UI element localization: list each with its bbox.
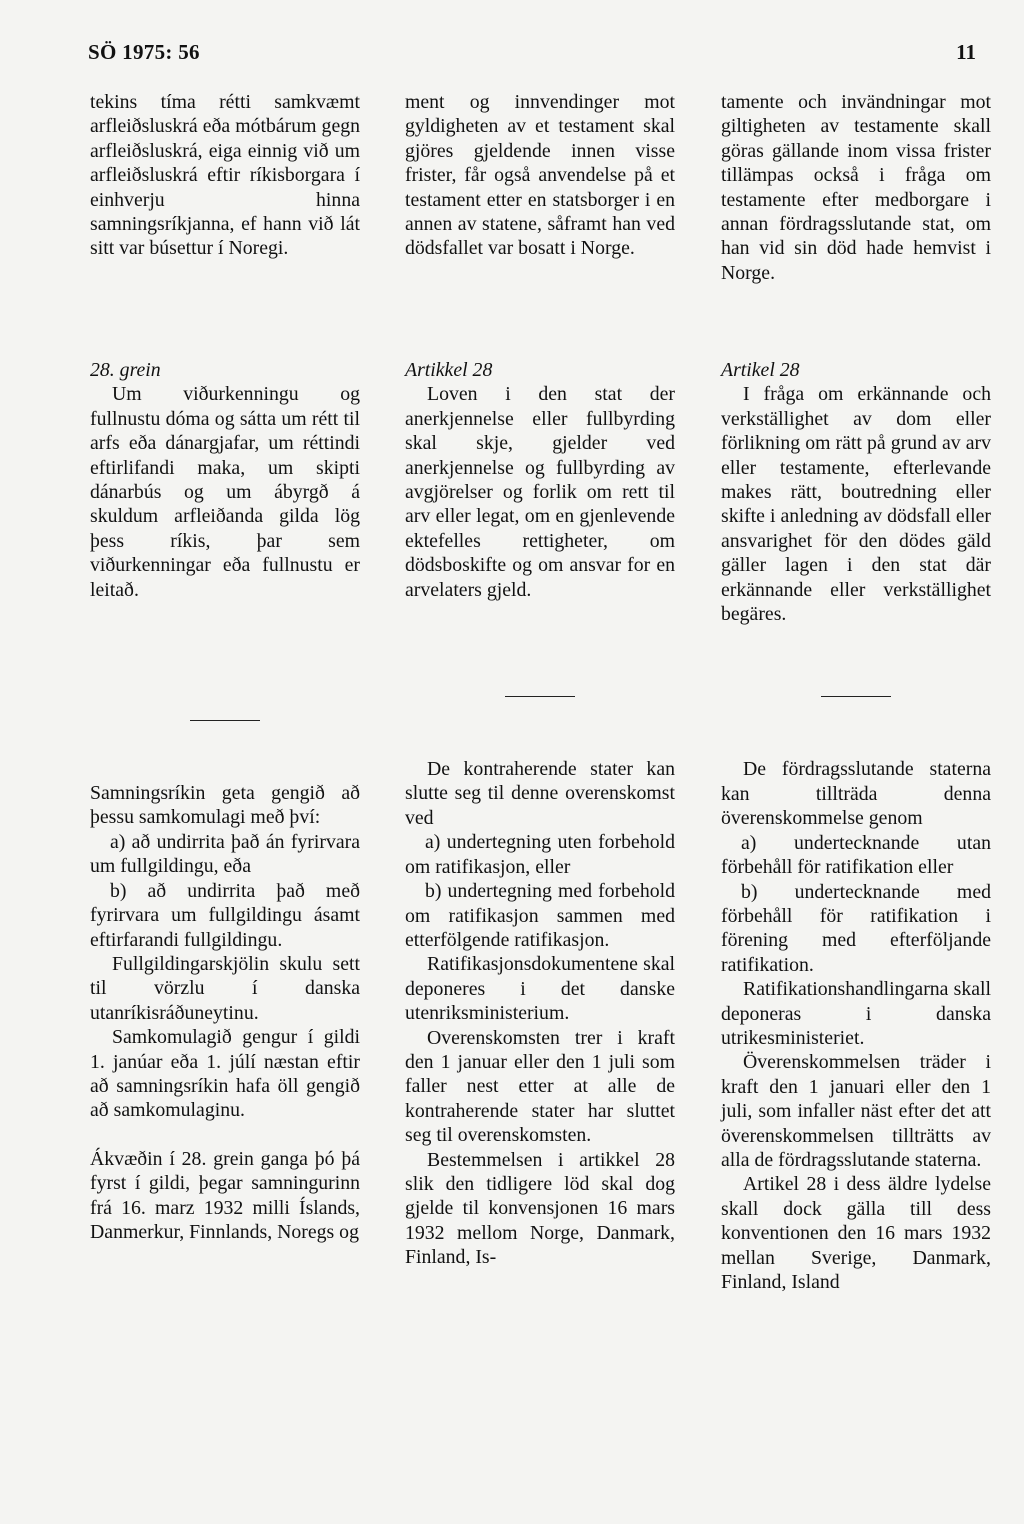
accession-intro: Samningsríkin geta gengið að þessu samkomulagi með því: (90, 782, 360, 829)
option-a: a) að undirrita það án fyrirvara um fullgildingu, eða (90, 830, 360, 878)
column-norwegian (405, 90, 675, 1270)
document-reference: SÖ 1975: 56 (88, 40, 200, 64)
section-divider (190, 720, 260, 721)
transition-paragraph: Artikel 28 i dess äldre lydelse skall dock gälla till dess konventionen den 16 mars 1932 mellan Sverige, Danmark, Finland, Island (721, 1173, 991, 1293)
intro-paragraph: tamente och invändningar mot giltigheten av testamente skall göras gällande inom vissa frister tillämpas också i fråga om testamente efter medborgare i annan fördragsslutande stat, om han vid sin död hade hemvist i Norge. (721, 91, 991, 284)
intro-paragraph: ment og innvendinger mot gyldigheten av et testament skal gjöres gjeldende innen visse frister, får også anvendelse på et testament etter en statsborger i en annen av statene, såframt han ved dödsfallet var bosatt i Norge. (405, 91, 675, 260)
column-icelandic (90, 90, 360, 1244)
article-text: Loven i den stat der anerkjennelse eller fullbyrding skal skje, gjelder ved anerkjennelse og fullbyrding av avgjörelser og forlik om rett til arv eller legat, om en gjenlevende ektefelles rettigheter, om dödsboskifte og om ansvar for en arvelaters gjeld. (405, 383, 675, 601)
deposit-paragraph: Fullgildingarskjölin skulu sett til vörzlu í danska utanríkisráðuneytinu. (90, 952, 360, 1024)
deposit-paragraph: Ratifikasjonsdokumentene skal deponeres i det danske utenriksministerium. (405, 953, 675, 1025)
entry-into-force-paragraph: Samkomulagið gengur í gildi 1. janúar eða 1. júlí næstan eftir að samningsríkin hafa öll gengið að samkomulaginu. (90, 1026, 360, 1122)
accession-intro: De kontraherende stater kan slutte seg til denne overenskomst ved (405, 758, 675, 829)
transition-paragraph: Bestemmelsen i artikkel 28 slik den tidligere löd skal dog gjelde til konvensjonen 16 mars 1932 mellom Norge, Danmark, Finland, Is- (405, 1148, 675, 1269)
article-heading: Artikel 28 (721, 359, 800, 381)
article-text: Um viðurkenningu og fullnustu dóma og sátta um rétt til arfs eða dánargjafar, um réttindi eftirlifandi maka, um skipti dánarbús og um ábyrgð á skuldum arfleiðanda gilda lög þess ríkis, þar sem viðurkenningar eða fullnustu er leitað. (90, 383, 360, 601)
option-b: b) undertecknande med förbehåll för ratifikation i förening med efterföljande ratifikation. (721, 880, 991, 976)
section-divider (821, 696, 891, 697)
article-heading: Artikkel 28 (405, 359, 493, 381)
article-text: I fråga om erkännande och verkställighet av dom eller förlikning om rätt på grund av arv eller testamente, efterlevande makes rätt, boutredning eller skifte i anledning av dödsfall eller ansvarighet för den dödes gäld gäller lagen i den stat där erkännande eller verkställighet begäres. (721, 383, 991, 626)
option-a: a) undertecknande utan förbehåll för ratifikation eller (721, 831, 991, 879)
page-number: 11 (956, 40, 976, 64)
section-divider (505, 696, 575, 697)
article-heading: 28. grein (90, 359, 161, 381)
page-header (88, 40, 976, 70)
option-a: a) undertegning uten forbehold om ratifikasjon, eller (405, 831, 675, 878)
option-b: b) að undirrita það með fyrirvara um fullgildingu ásamt eftirfarandi fullgildingu. (90, 879, 360, 951)
column-swedish (721, 90, 991, 1294)
deposit-paragraph: Ratifikationshandlingarna skall deponeras i danska utrikesministeriet. (721, 978, 991, 1049)
option-b: b) undertegning med forbehold om ratifikasjon sammen med etterfölgende ratifikasjon. (405, 880, 675, 951)
intro-paragraph: tekins tíma rétti samkvæmt arfleiðsluskrá eða mótbárum gegn arfleiðsluskrá, eiga einnig við um arfleiðsluskrá eftir ríkisborgara í einhverju hinna samningsríkjanna, ef hann við lát sitt var búsettur í Noregi. (90, 91, 360, 260)
transition-paragraph: Ákvæðin í 28. grein ganga þó þá fyrst í gildi, þegar samningurinn frá 16. marz 1932 milli Íslands, Danmerkur, Finnlands, Noregs og (90, 1147, 360, 1243)
entry-into-force-paragraph: Överenskommelsen träder i kraft den 1 januari eller den 1 juli, som infaller näst efter det att överenskommelsen tillträtts av alla de fördragsslutande staterna. (721, 1051, 991, 1171)
accession-intro: De fördragsslutande staterna kan tillträda denna överenskommelse genom (721, 758, 991, 830)
entry-into-force-paragraph: Overenskomsten trer i kraft den 1 januar eller den 1 juli som faller nest etter at alle de kontraherende stater har sluttet seg til overenskomsten. (405, 1026, 675, 1147)
